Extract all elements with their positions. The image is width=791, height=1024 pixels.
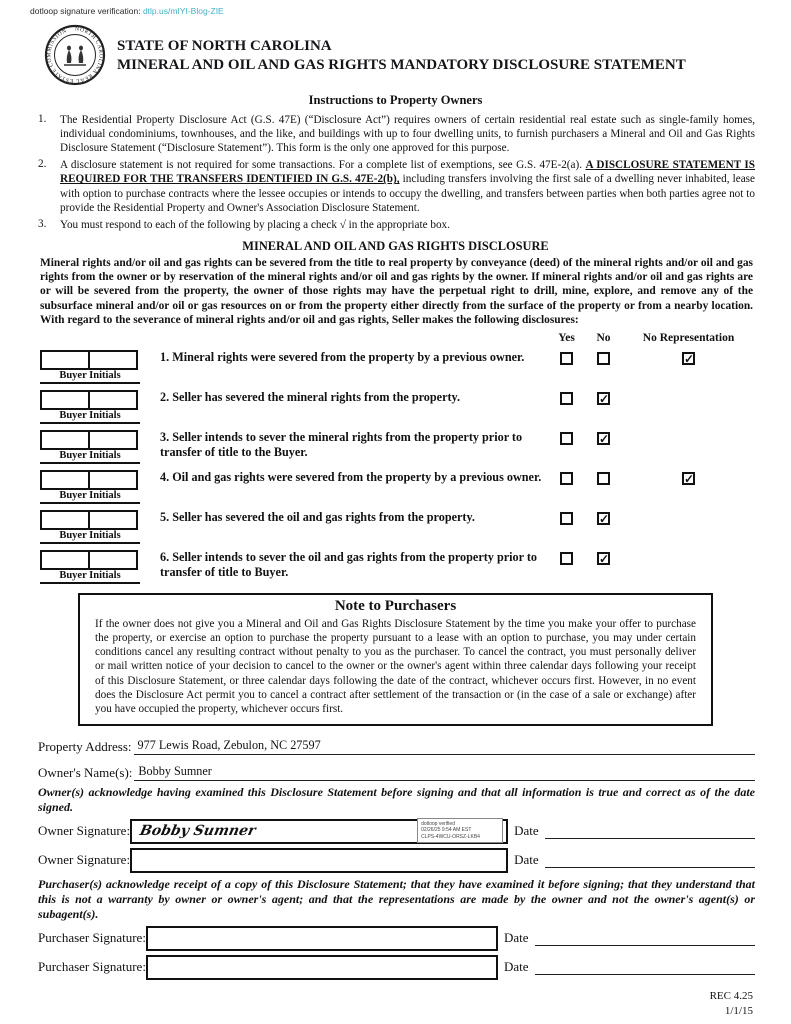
instruction-item-3 — [38, 218, 755, 232]
stamp-verified-line: dotloop verified — [421, 820, 455, 827]
no-cell — [585, 509, 622, 544]
owner-signature-label: Owner Signature: — [38, 823, 131, 839]
no-representation-cell — [622, 469, 755, 504]
grid-column-headers — [38, 332, 755, 344]
owner-signature-row-2 — [38, 848, 755, 873]
buyer-initials-boxes — [40, 470, 156, 490]
stamp-code: CLPS-4WCU-ORSZ-LKB4 — [421, 833, 480, 840]
no-representation-cell — [622, 429, 755, 464]
row1-yes-checkbox[interactable] — [560, 352, 573, 365]
no-column-header: No — [596, 332, 611, 345]
item-number: 2. — [38, 158, 47, 171]
buyer-initials-label: Buyer Initials — [40, 370, 140, 384]
seal-circular-text: NORTH CAROLINA REAL ESTATE COMMISSION — [46, 26, 104, 84]
form-header — [44, 24, 791, 86]
item-number: 1. — [38, 113, 47, 125]
note-to-purchasers-box — [78, 593, 713, 726]
buyer-initials-label: Buyer Initials — [40, 530, 140, 544]
buyer-initials-boxes — [40, 550, 156, 570]
buyer-initials-block — [38, 389, 156, 424]
disclosure-question: 5. Seller has severed the oil and gas rights from the property. — [160, 510, 475, 525]
purchaser-signature-row-1 — [38, 926, 755, 951]
buyer-initials-boxes — [40, 510, 156, 530]
buyer-initials-box[interactable] — [40, 510, 90, 530]
buyer-initials-boxes — [40, 350, 156, 370]
disclosure-grid — [38, 332, 755, 584]
row1-no-representation-checkbox[interactable]: ✓ — [684, 352, 695, 367]
instruction-item-1 — [38, 113, 755, 155]
no-representation-cell — [622, 389, 755, 424]
buyer-initials-label: Buyer Initials — [40, 490, 140, 504]
buyer-initials-block — [38, 549, 156, 584]
disclosure-question: 4. Oil and gas rights were severed from the property by a previous owner. — [160, 470, 542, 485]
purchaser-signature-row-2 — [38, 955, 755, 980]
disclosure-row-1 — [38, 349, 755, 384]
form-title: MINERAL AND OIL AND GAS RIGHTS MANDATORY DISCLOSURE STATEMENT — [117, 57, 686, 74]
row3-no-checkbox[interactable]: ✓ — [599, 432, 610, 447]
item-text: The Residential Property Disclosure Act (G.S. 47E) (“Disclosure Act”) requires owners of certain residential real estate such as single-family homes, individual condominiums, townhouses, and the like, and buildings with up to four dwelling units, to furnish purchasers a Mineral and Oil and Gas Rights Disclosure Statement (“Disclosure Statement”). This form is the only one approved for this purpose. — [60, 114, 755, 155]
purchaser-date-field-1[interactable] — [535, 931, 756, 946]
buyer-initials-box[interactable] — [40, 430, 90, 450]
disclosure-question: 1. Mineral rights were severed from the property by a previous owner. — [160, 350, 525, 365]
instruction-item-2 — [38, 158, 755, 214]
item-text: You must respond to each of the following by placing a check √ in the appropriate box. — [60, 218, 450, 231]
buyer-initials-box[interactable] — [40, 350, 90, 370]
owner-signature-field-1[interactable] — [130, 819, 508, 844]
yes-cell — [548, 429, 585, 464]
item2-emphasized: A DISCLOSURE STATEMENT IS REQUIRED FOR THE TRANSFERS IDENTIFIED IN G.S. 47E-2(b), — [60, 159, 756, 186]
buyer-initials-label: Buyer Initials — [40, 450, 140, 464]
owners-name-row — [38, 764, 755, 781]
buyer-initials-box[interactable] — [40, 470, 90, 490]
row2-no-checkbox[interactable]: ✓ — [599, 392, 610, 407]
row1-no-checkbox[interactable] — [597, 352, 610, 365]
nc-real-estate-commission-seal-icon — [44, 24, 106, 86]
property-address-row — [38, 738, 755, 755]
row4-no-checkbox[interactable] — [597, 472, 610, 485]
row2-yes-checkbox[interactable] — [560, 392, 573, 405]
verification-link[interactable]: dtlp.us/mIYI-Blog-ZIE — [142, 6, 224, 16]
purchaser-date-field-2[interactable] — [535, 960, 756, 975]
no-representation-column-header: No Representation — [642, 332, 735, 345]
item-text — [60, 158, 755, 214]
form-footer — [0, 989, 753, 1019]
row5-yes-checkbox[interactable] — [560, 512, 573, 525]
no-representation-cell — [622, 349, 755, 384]
disclosure-question: 6. Seller intends to sever the oil and gas rights from the property prior to transfer of title to Buyer. — [160, 550, 538, 580]
date-label: Date — [503, 959, 529, 975]
owner-signature-label: Owner Signature: — [38, 852, 131, 868]
disclosure-row-4 — [38, 469, 755, 504]
owner-date-field-1[interactable] — [545, 824, 755, 839]
item-number: 3. — [38, 217, 47, 230]
yes-cell — [548, 509, 585, 544]
note-heading: Note to Purchasers — [334, 598, 457, 615]
dotloop-verified-stamp — [417, 818, 503, 844]
buyer-initials-box[interactable] — [88, 550, 138, 570]
yes-cell — [548, 349, 585, 384]
disclosure-row-2 — [38, 389, 755, 424]
disclosure-row-3 — [38, 429, 755, 464]
purchaser-signature-field-1[interactable] — [146, 926, 498, 951]
form-revision-date: 1/1/15 — [724, 1004, 753, 1017]
buyer-initials-box[interactable] — [88, 350, 138, 370]
row6-yes-checkbox[interactable] — [560, 552, 573, 565]
verification-label: dotloop signature verification: — [30, 6, 141, 16]
property-address-field[interactable]: 977 Lewis Road, Zebulon, NC 27597 — [134, 738, 755, 755]
note-body: If the owner does not give you a Mineral and Oil and Gas Rights Disclosure Statement by the time you make your offer to purchase the property, or exercise an option to purchase the property pursuant to a lease with an option to purchase, you may under certain conditions cancel any resulting contract without penalty to you as the purchaser. To cancel the contract, you must personally deliver or mail written notice of your decision to cancel to the owner or the owner's agent within three calendar days following your receipt of this Disclosure Statement, or three calendar days following the date of the contract, whichever occurs first. However, in no event does the Disclosure Act permit you to cancel a contract after settlement of the transaction or (in the case of a sale or exchange) after you have occupied the property, whichever occurs first. — [95, 618, 696, 715]
row3-yes-checkbox[interactable] — [560, 432, 573, 445]
disclosure-question: 3. Seller intends to sever the mineral rights from the property prior to transfer of title to the Buyer. — [160, 430, 523, 460]
item2-pre: A disclosure statement is not required for some transactions. For a complete list of exemptions, see G.S. 47E-2(a). — [60, 159, 586, 172]
grid-header-spacer — [38, 332, 548, 344]
buyer-initials-boxes — [40, 430, 156, 450]
purchaser-signature-label: Purchaser Signature: — [38, 959, 146, 975]
verification-bar — [30, 6, 791, 16]
purchaser-acknowledgement: Purchaser(s) acknowledge receipt of a copy of this Disclosure Statement; that they have examined it before signing; that they understand that this is not a warranty by owner or owner's agent; and that the representations are made by the owner and not the owner's agent(s) or subagent(s). — [38, 876, 755, 921]
buyer-initials-block — [38, 469, 156, 504]
row4-yes-checkbox[interactable] — [560, 472, 573, 485]
owner-signature-field-2[interactable] — [130, 848, 508, 873]
purchaser-signature-field-2[interactable] — [146, 955, 498, 980]
disclosure-body: Mineral rights and/or oil and gas rights can be severed from the title to real property by conveyance (deed) of the mineral rights and/or oil and gas rights from the owner or by reservation of the mineral rights and/or oil and gas rights by the owner. If mineral rights and/or oil and gas rights are or will be severed from the property, the owner of those rights may have the perpetual right to drill, mine, explore, and remove any of the subsurface mineral and/or oil or gas resources on or from the property either directly from the surface of the property or from a nearby location. With regard to the severance of mineral rights and/or oil and gas rights, Seller makes the following disclosures: — [40, 256, 753, 326]
no-cell — [585, 389, 622, 424]
no-cell — [585, 349, 622, 384]
buyer-initials-label: Buyer Initials — [40, 570, 140, 584]
state-title: STATE OF NORTH CAROLINA — [117, 38, 332, 54]
disclosure-row-5 — [38, 509, 755, 544]
yes-cell — [548, 549, 585, 584]
buyer-initials-label: Buyer Initials — [40, 410, 140, 424]
buyer-initials-block — [38, 429, 156, 464]
disclosure-row-6 — [38, 549, 755, 584]
no-cell — [585, 469, 622, 504]
buyer-initials-box[interactable] — [88, 470, 138, 490]
buyer-initials-boxes — [40, 390, 156, 410]
no-cell — [585, 429, 622, 464]
row5-no-checkbox[interactable]: ✓ — [599, 512, 610, 527]
no-representation-cell — [622, 509, 755, 544]
buyer-initials-box[interactable] — [40, 550, 90, 570]
buyer-initials-box[interactable] — [88, 430, 138, 450]
owner-signature-row-1 — [38, 819, 755, 844]
row6-no-checkbox[interactable]: ✓ — [599, 552, 610, 567]
row4-no-representation-checkbox[interactable]: ✓ — [684, 472, 695, 487]
no-cell — [585, 549, 622, 584]
buyer-initials-block — [38, 349, 156, 384]
date-label: Date — [503, 930, 529, 946]
item2-post: including transfers involving the first sale of a dwelling never inhabited, lease with option to purchase contracts where the lessee occupies or intends to occupy the dwelling, and transfers between parties when both parties agree not to provide the Residential Property and Owner's Association Disclosure Statement. — [60, 173, 756, 214]
yes-cell — [548, 469, 585, 504]
owner-date-field-2[interactable] — [545, 853, 755, 868]
date-label: Date — [514, 823, 539, 839]
instructions-list — [38, 113, 755, 232]
yes-cell — [548, 389, 585, 424]
disclosure-question: 2. Seller has severed the mineral rights from the property. — [160, 390, 461, 405]
owner-acknowledgement: Owner(s) acknowledge having examined this Disclosure Statement before signing and that all information is true and correct as of the date signed. — [38, 784, 755, 814]
buyer-initials-block — [38, 509, 156, 544]
buyer-initials-box[interactable] — [88, 510, 138, 530]
instructions-heading: Instructions to Property Owners — [308, 93, 483, 107]
owner-signature-value: Bobby Sumner — [138, 823, 258, 840]
purchaser-signature-label: Purchaser Signature: — [38, 930, 146, 946]
buyer-initials-box[interactable] — [40, 390, 90, 410]
form-titles — [117, 37, 686, 86]
yes-column-header: Yes — [558, 332, 575, 345]
owners-name-label: Owner's Name(s): — [38, 764, 133, 780]
disclosure-section-heading: MINERAL AND OIL AND GAS RIGHTS DISCLOSURE — [242, 238, 549, 253]
no-representation-cell — [622, 549, 755, 584]
buyer-initials-box[interactable] — [88, 390, 138, 410]
property-address-label: Property Address: — [38, 738, 132, 754]
date-label: Date — [514, 852, 539, 868]
stamp-timestamp: 02/26/25 9:54 AM EST — [421, 827, 472, 834]
owners-name-field[interactable]: Bobby Sumner — [134, 764, 755, 781]
form-number: REC 4.25 — [709, 989, 753, 1002]
